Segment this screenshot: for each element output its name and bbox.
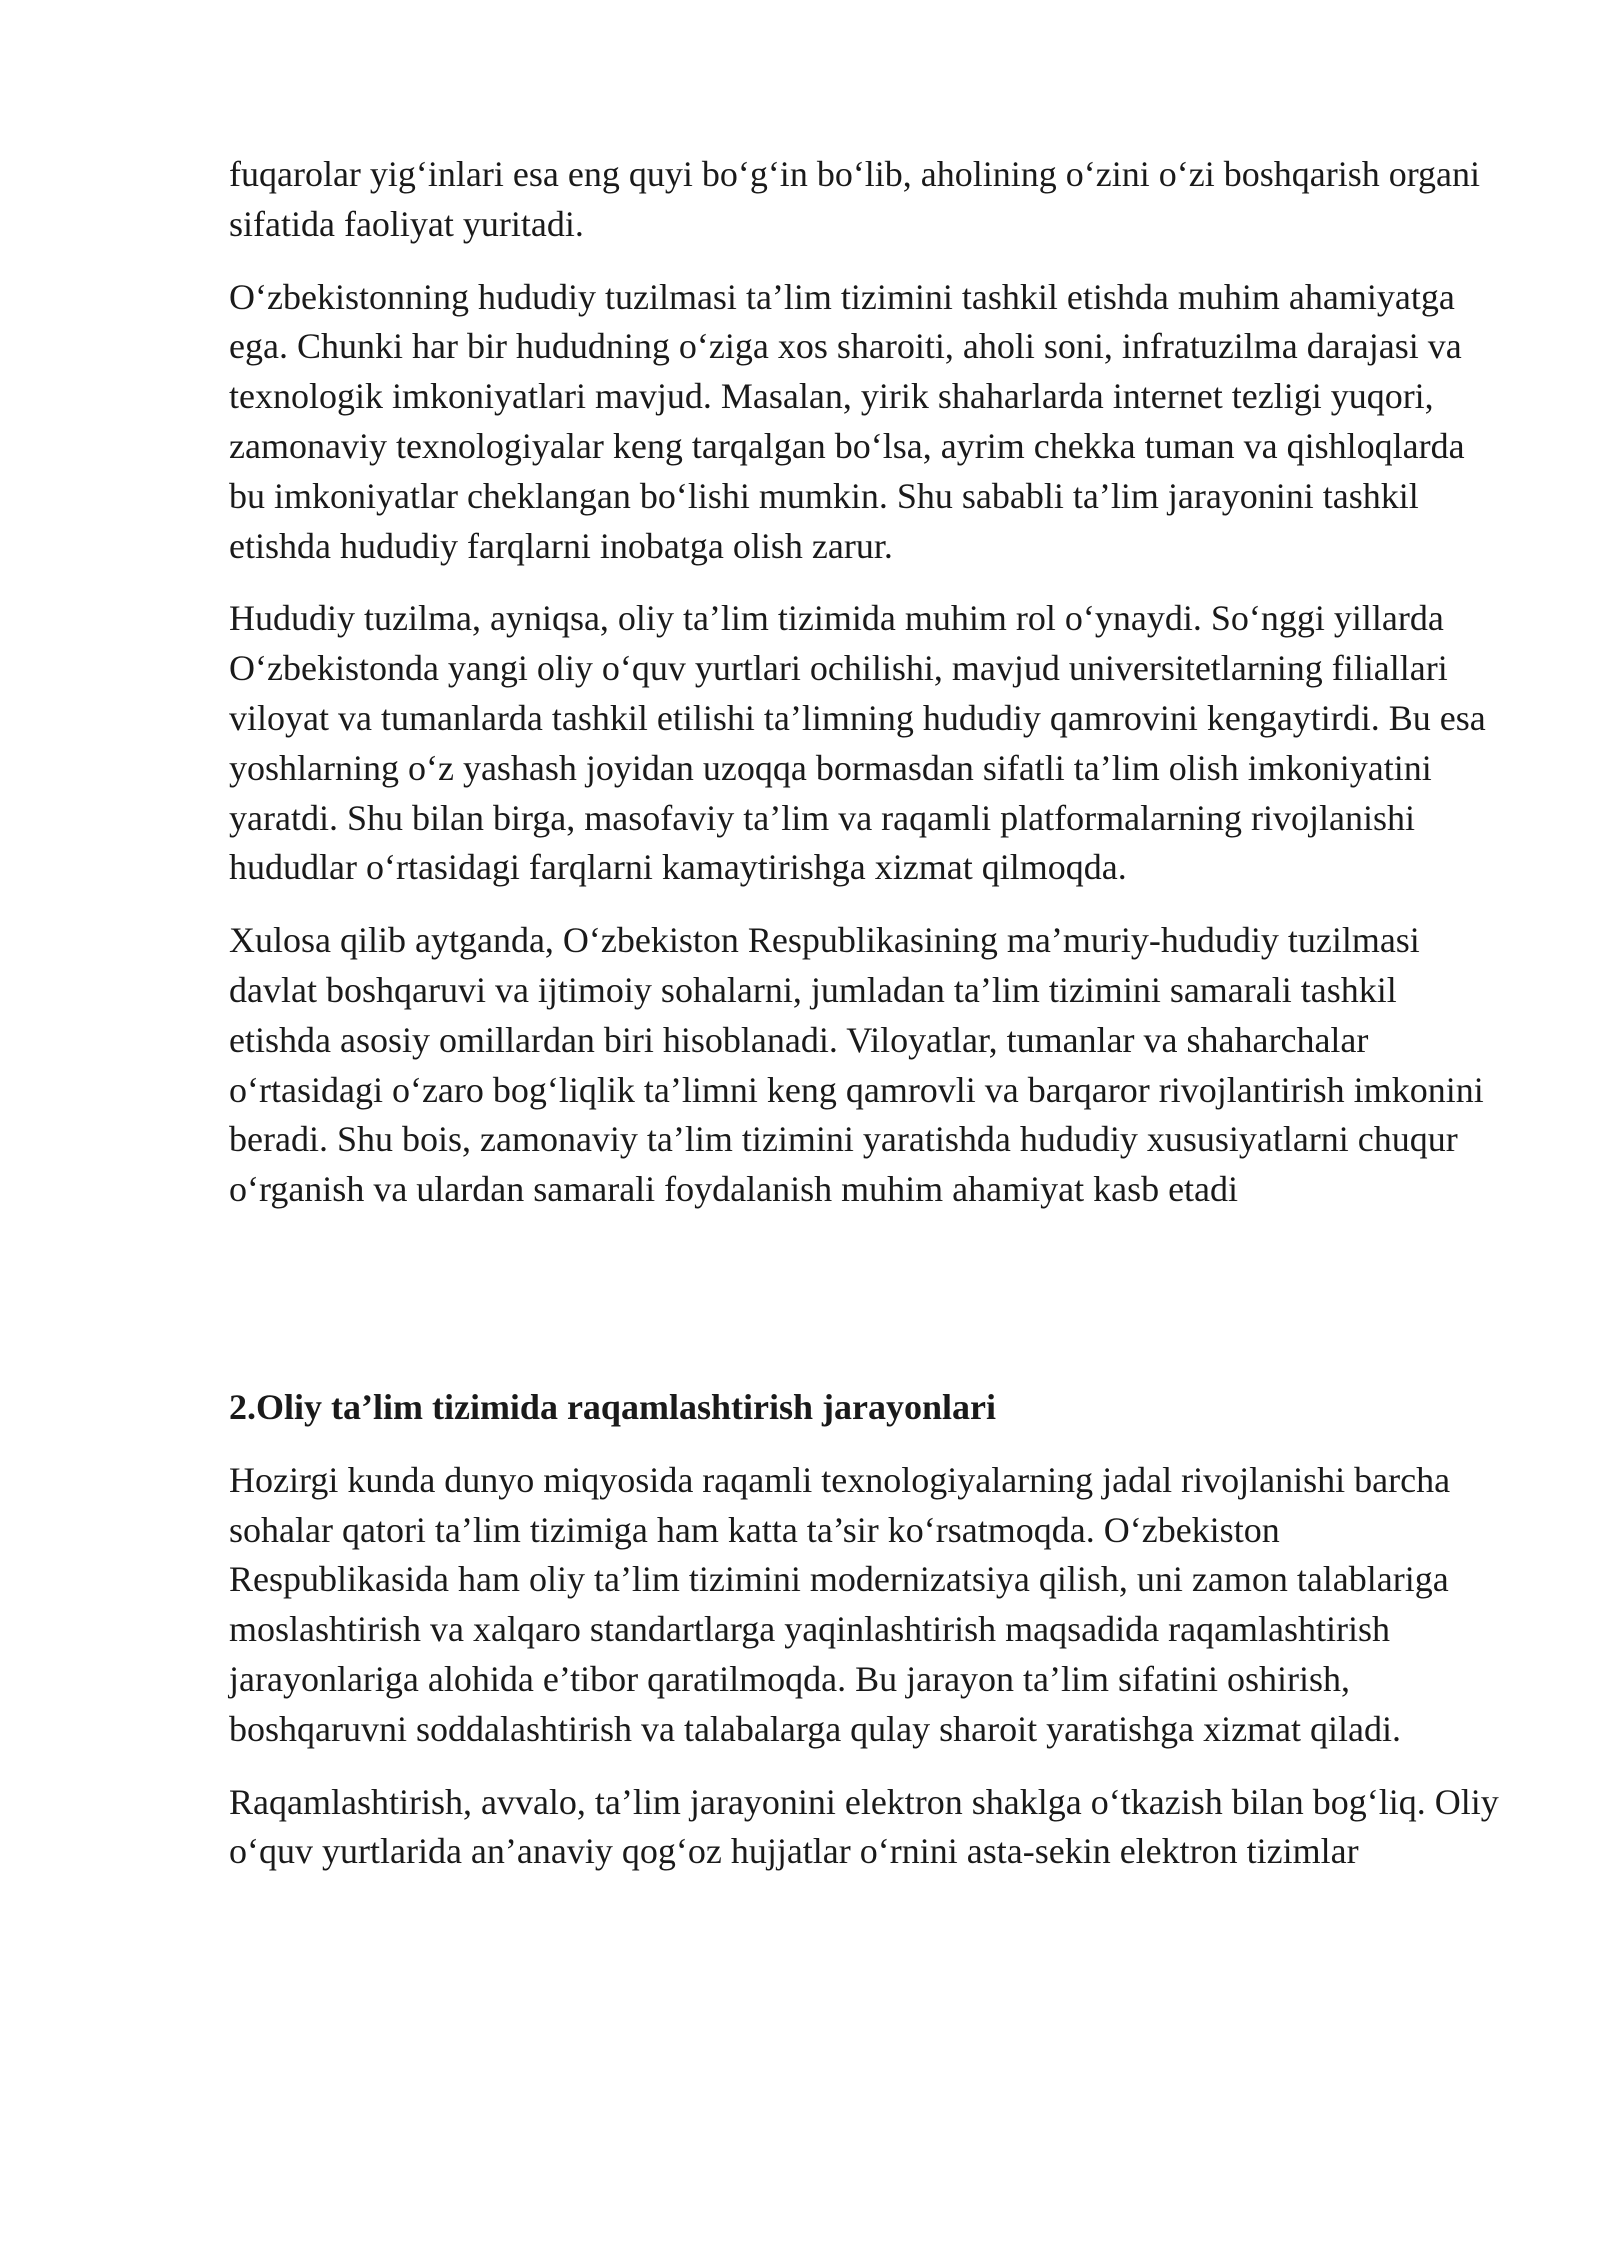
document-page [229, 150, 1499, 1900]
paragraph-3: Hududiy tuzilma, ayniqsa, oliy ta’lim tizimida muhim rol o‘ynaydi. So‘nggi yillarda O‘zbekistonda yangi oliy o‘quv yurtlari ochilishi, mavjud universitetlarning filiallari viloyat va tumanlarda tashkil etilishi ta’limning hududiy qamrovini kengaytirdi. Bu esa yoshlarning o‘z yashash joyidan uzoqqa bormasdan sifatli ta’lim olish imkoniyatini yaratdi. Shu bilan birga, masofaviy ta’lim va raqamli platformalarning rivojlanishi hududlar o‘rtasidagi farqlarni kamaytirishga xizmat qilmoqda. [229, 598, 1486, 888]
section-heading: 2.Oliy ta’lim tizimida raqamlashtirish jarayonlari [229, 1386, 996, 1427]
paragraph-4: Xulosa qilib aytganda, O‘zbekiston Respublikasining ma’muriy-hududiy tuzilmasi davlat boshqaruvi va ijtimoiy sohalarni, jumladan ta’lim tizimini samarali tashkil etishda asosiy omillardan biri hisoblanadi. Viloyatlar, tumanlar va shaharchalar o‘rtasidagi o‘zaro bog‘liqlik ta’limni keng qamrovli va barqaror rivojlantirish imkonini beradi. Shu bois, zamonaviy ta’lim tizimini yaratishda hududiy xususiyatlarni chuqur o‘rganish va ulardan samarali foydalanish muhim ahamiyat kasb etadi [229, 920, 1484, 1210]
paragraph-1: fuqarolar yig‘inlari esa eng quyi bo‘g‘in bo‘lib, aholining o‘zini o‘zi boshqarish organi sifatida faoliyat yuritadi. [229, 154, 1481, 244]
paragraph-2: O‘zbekistonning hududiy tuzilmasi ta’lim tizimini tashkil etishda muhim ahamiyatga ega. Chunki har bir hududning o‘ziga xos sharoiti, aholi soni, infratuzilma darajasi va texnologik imkoniyatlari mavjud. Masalan, yirik shaharlarda internet tezligi yuqori, zamonaviy texnologiyalar keng tarqalgan bo‘lsa, ayrim chekka tuman va qishloqlarda bu imkoniyatlar cheklangan bo‘lishi mumkin. Shu sababli ta’lim jarayonini tashkil etishda hududiy farqlarni inobatga olish zarur. [229, 276, 1465, 566]
section-paragraph-2: Raqamlashtirish, avvalo, ta’lim jarayonini elektron shaklga o‘tkazish bilan bog‘liq. Oliy o‘quv yurtlarida an’anaviy qog‘oz hujjatlar o‘rnini asta-sekin elektron tizimlar [229, 1781, 1499, 1872]
section-paragraph-1: Hozirgi kunda dunyo miqyosida raqamli texnologiyalarning jadal rivojlanishi barcha sohalar qatori ta’lim tizimiga ham katta ta’sir ko‘rsatmoqda. O‘zbekiston Respublikasida ham oliy ta’lim tizimini modernizatsiya qilish, uni zamon talablariga moslashtirish va xalqaro standartlarga yaqinlashtirish maqsadida raqamlashtirish jarayonlariga alohida e’tibor qaratilmoqda. Bu jarayon ta’lim sifatini oshirish, boshqaruvni soddalashtirish va talabalarga qulay sharoit yaratishga xizmat qiladi. [229, 1459, 1451, 1749]
